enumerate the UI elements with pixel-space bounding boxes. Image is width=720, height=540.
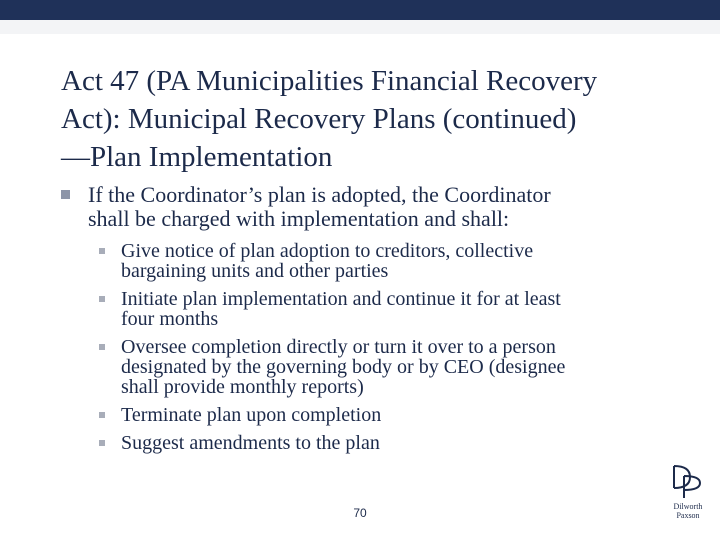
- logo-name-line-1: Dilworth: [673, 502, 703, 511]
- logo-name-line-2: Paxson: [676, 511, 700, 520]
- sub-bullet-line: Give notice of plan adoption to creditors, collective: [121, 240, 534, 262]
- title-line-3: —Plan Implementation: [61, 141, 333, 173]
- dp-monogram-icon: [668, 464, 708, 500]
- sub-bullet-line: designated by the governing body or by CEO (designee: [121, 356, 566, 378]
- firm-logo: [662, 464, 712, 524]
- sub-bullet-item: [99, 403, 679, 427]
- square-bullet-icon: [99, 296, 105, 302]
- main-bullet-line-2: shall be charged with implementation and shall:: [88, 206, 510, 231]
- page-number: 70: [353, 506, 367, 520]
- square-bullet-icon: [99, 344, 105, 350]
- sub-bullet-line: four months: [121, 308, 219, 330]
- sub-bullet-item: [99, 287, 679, 331]
- sub-bullet-line: Oversee completion directly or turn it over to a person: [121, 336, 556, 358]
- sub-bullet-list: [99, 239, 679, 459]
- sub-bullet-item: [99, 239, 679, 283]
- slide-title: [61, 62, 701, 176]
- main-bullet-text: [88, 183, 678, 231]
- square-bullet-icon: [61, 190, 70, 199]
- sub-bullet-line: Suggest amendments to the plan: [121, 432, 380, 454]
- sub-bullet-line: Initiate plan implementation and continue it for at least: [121, 288, 561, 310]
- sub-bullet-line: shall provide monthly reports): [121, 376, 364, 398]
- sub-bullet-item: [99, 431, 679, 455]
- title-line-2: Act): Municipal Recovery Plans (continued): [61, 103, 577, 135]
- sub-bullet-line: bargaining units and other parties: [121, 260, 389, 282]
- top-banner-shade: [0, 20, 720, 34]
- sub-bullet-item: [99, 335, 679, 399]
- square-bullet-icon: [99, 440, 105, 446]
- square-bullet-icon: [99, 412, 105, 418]
- top-banner-bar: [0, 0, 720, 20]
- title-line-1: Act 47 (PA Municipalities Financial Recovery: [61, 65, 598, 97]
- square-bullet-icon: [99, 248, 105, 254]
- sub-bullet-line: Terminate plan upon completion: [121, 404, 382, 426]
- main-bullet-line-1: If the Coordinator’s plan is adopted, the Coordinator: [88, 182, 551, 207]
